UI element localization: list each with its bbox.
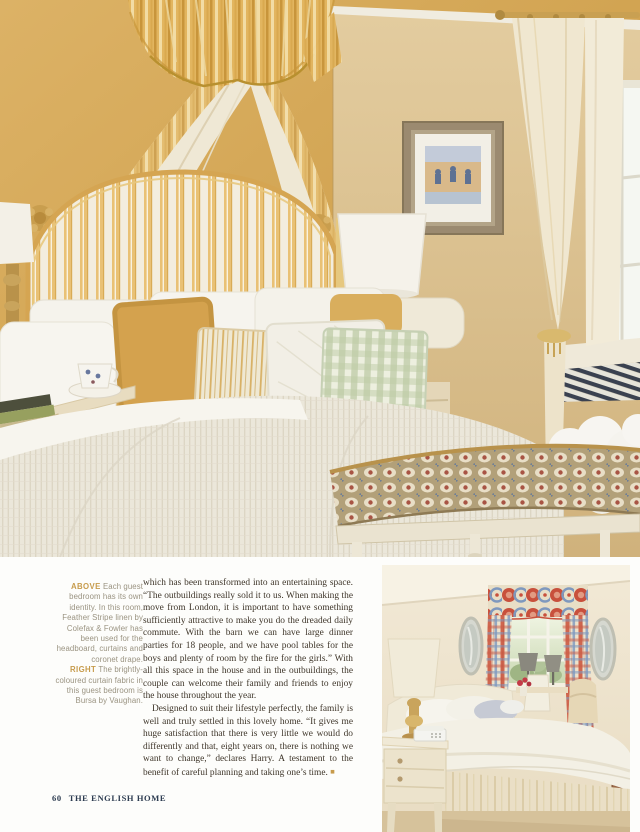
magazine-title: THE ENGLISH HOME <box>68 793 167 803</box>
secondary-bedroom-photo <box>382 565 630 832</box>
oval-mirror-right <box>591 619 615 679</box>
page-number: 60 <box>52 793 62 803</box>
caption-above-label: ABOVE <box>70 582 101 591</box>
caption-right-label: RIGHT <box>69 665 97 675</box>
page-footer <box>52 793 166 803</box>
curtain-tieback-tassel <box>537 329 571 343</box>
caption-above <box>48 582 143 665</box>
article-end-mark: ■ <box>330 766 335 776</box>
caption-right-text: The brightly-coloured curtain fabric in this guest bedroom is Bursa by Vaughan. <box>55 665 143 706</box>
oval-mirror-left <box>460 618 482 674</box>
photo-caption <box>48 582 143 707</box>
article-paragraph-2: Designed to suit their lifestyle perfectly, the family is well and truly settled in this lovely home. “It gives me huge satisfaction that there is very little we would do differently and that, eight years on, there is nothing we want to change,” declares Harry. A testament to the benefit of careful planning and taking one’s time. ■ <box>143 703 353 778</box>
armchair <box>568 679 598 723</box>
caption-right <box>48 665 143 707</box>
article-body <box>143 577 353 780</box>
article-paragraph-1: which has been transformed into an entertaining space. “The outbuildings really sold it to us. When making the move from London, it is important to have something sufficiently attractive to make you do the dreaded daily commute. With the barn we can have large dinner parties for 18 people, and we have pool tables for the boys and plenty of room by the fire for the girls.” With all this space in the house and in the outbuildings, the couple can welcome their family and friends to enjoy the house throughout the year. <box>143 578 353 702</box>
caption-above-text: Each guest bedroom has its own identity. In this room, Feather Stripe linen by Colefax & Fowler has been used for the headboard, curtains and coronet drape. <box>56 582 143 664</box>
patterned-pelmet <box>488 585 588 619</box>
telephone <box>414 726 446 741</box>
